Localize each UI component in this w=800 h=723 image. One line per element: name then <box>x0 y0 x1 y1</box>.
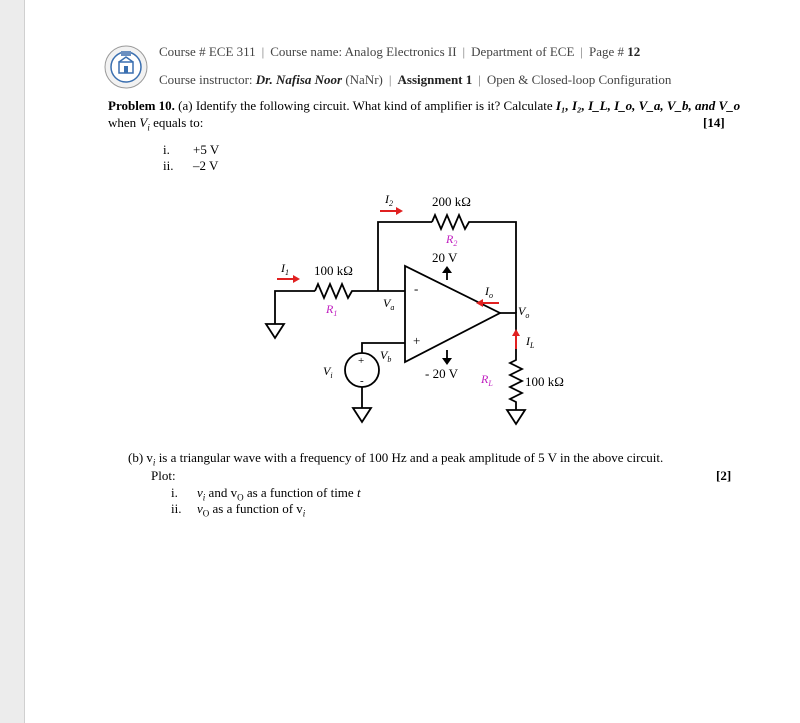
plot-item: i. $v_i$ and $v_O$ as a function of time t <box>171 485 361 503</box>
r2-value: 200 kΩ <box>432 194 471 209</box>
r2-label: $R_2$ <box>446 232 458 248</box>
plot-label: Plot: <box>151 468 176 483</box>
case-item: ii. –2 V <box>163 158 219 173</box>
r1-label: $R_1$ <box>326 302 338 318</box>
problem-statement: Problem 10. (a) Identify the following circuit. What kind of amplifier is it? Calculate I₁, I₂, I_L, I_o, V_a, V_b, and V_o <box>108 98 741 113</box>
instructor-initials: (NaNr) <box>342 72 383 87</box>
page-label: Page # <box>589 44 628 59</box>
page-number: 12 <box>627 44 641 59</box>
problem-marks: [14] <box>703 115 725 130</box>
problem-line-2: when $V_i$ equals to: <box>108 115 204 133</box>
instructor-label: Course instructor: <box>159 72 256 87</box>
i1-label: $I_1$ <box>281 261 289 277</box>
university-seal-icon <box>104 45 148 89</box>
positive-supply-label: 20 V <box>432 250 458 265</box>
plot-item: ii. $v_O$ as a function of $v_i$ <box>171 501 306 519</box>
topic: Open & Closed-loop Configuration <box>486 72 672 87</box>
inverting-input-sign: - <box>414 281 419 296</box>
instructor-name: Dr. Nafisa Noor <box>255 72 343 87</box>
header-line-1: Course # ECE 311 | Course name: Analog Electronics II | Department of ECE | Page # 12 <box>159 44 641 59</box>
assignment-label: Assignment 1 <box>397 72 473 87</box>
source-minus-sign: - <box>360 375 364 387</box>
vo-label: $V_o$ <box>518 304 530 320</box>
course-name: Course name: Analog Electronics II <box>270 44 457 59</box>
department: Department of ECE <box>471 44 575 59</box>
course-code: Course # ECE 311 <box>159 44 256 59</box>
noninverting-input-sign: + <box>413 333 421 348</box>
part-b-marks: [2] <box>716 468 732 483</box>
part-b-statement: (b) $v_i$ is a triangular wave with a frequency of 100 Hz and a peak amplitude of 5 V in the above circuit. <box>128 450 664 468</box>
io-label: $I_o$ <box>485 284 493 300</box>
source-plus-sign: + <box>358 355 365 367</box>
negative-supply-label: - 20 V <box>425 366 458 381</box>
rl-label: $R_L$ <box>481 372 493 388</box>
rl-value: 100 kΩ <box>525 374 564 389</box>
problem-variables: I₁, I₂, I_L, I_o, V_a, V_b, and V_o <box>555 98 741 113</box>
vi-label: $V_i$ <box>323 364 333 380</box>
va-label: $V_a$ <box>383 296 395 312</box>
case-item: i. +5 V <box>163 142 220 157</box>
r1-value: 100 kΩ <box>314 263 353 278</box>
problem-label: Problem 10. <box>108 98 175 113</box>
i2-label: $I_2$ <box>385 192 393 208</box>
il-label: $I_L$ <box>526 334 535 350</box>
vb-label: $V_b$ <box>380 348 392 364</box>
header-line-2: Course instructor: Dr. Nafisa Noor (NaNr) | Assignment 1 | Open & Closed-loop Configuration <box>159 72 672 87</box>
